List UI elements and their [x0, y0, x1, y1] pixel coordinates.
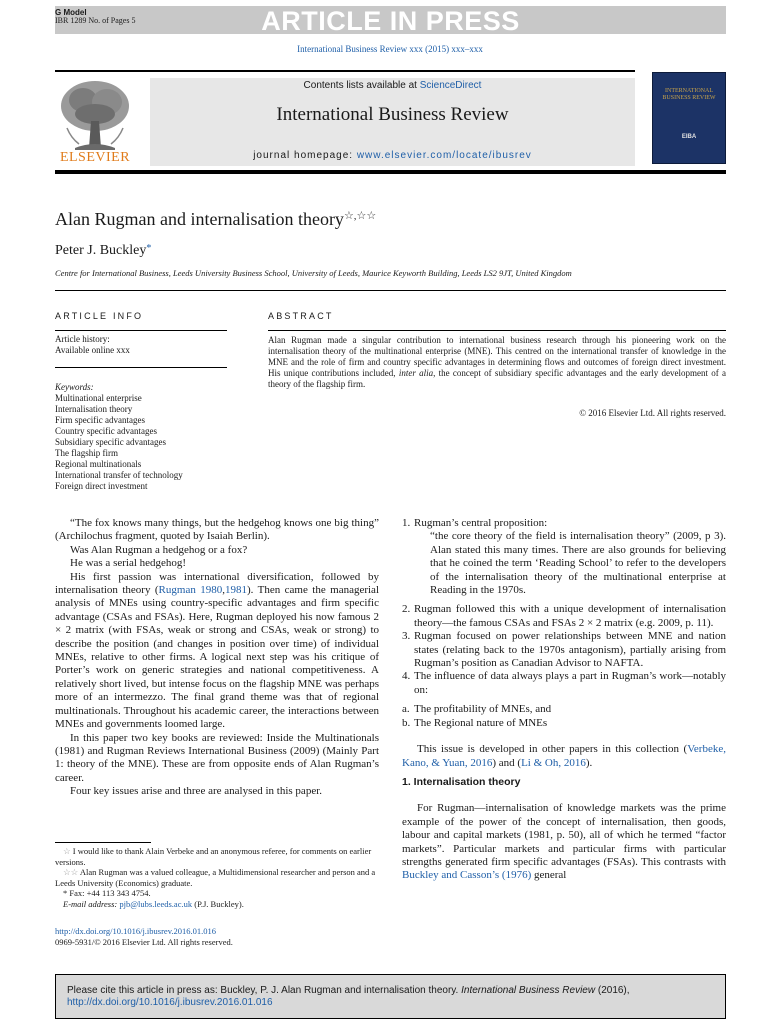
citation-link[interactable]: Li & Oh, 2016 — [521, 756, 586, 769]
footnote — [55, 888, 379, 899]
author-footnote-mark[interactable]: * — [146, 243, 152, 254]
text: His first passion was international diversification, followed by internalisation theory ( — [55, 570, 379, 597]
doi-block — [55, 926, 233, 948]
list-item — [402, 670, 726, 697]
list-text: The influence of data always plays a part in Rugman’s work—notably on: — [414, 670, 726, 696]
text: , — [222, 584, 225, 597]
author — [55, 243, 151, 259]
list-item — [402, 717, 726, 730]
footnote-text: Alan Rugman was a valued colleague, a Multidimensional researcher and person and a Leeds University (Economics) graduate. — [55, 867, 376, 888]
paragraph: In this paper two key books are reviewed: Inside the Multinationals (1981) and Rugman Reviews International Business (2009) (Mainly Part 1: theory of the MNE). These are from opposite ends of Alan Rugman’s career. — [55, 731, 379, 784]
block-quote: “the core theory of the field is internalisation theory” (2009, p 3). Alan stated this many times. There are also grounds for believing that he coined the term ‘Reading School’ to refer to the developers of the internalisation theory of the multinational enterprise at Reading in the 1970s. — [430, 530, 726, 597]
footnote-text: Fax: +44 113 343 4754. — [69, 888, 151, 899]
contents-prefix: Contents lists available at — [303, 80, 417, 91]
keywords-list — [55, 382, 183, 492]
cite-doi-link[interactable]: http://dx.doi.org/10.1016/j.ibusrev.2016.01.016 — [67, 997, 273, 1009]
sciencedirect-link[interactable]: ScienceDirect — [419, 80, 482, 91]
history-label: Article history: — [55, 334, 110, 344]
list-number: 2. — [402, 603, 411, 616]
homepage-label: journal homepage: — [253, 150, 354, 161]
author-affiliation: Centre for International Business, Leeds University Business School, University of Leeds, Maurice Keyworth Building, Leeds LS2 9JT, United Kingdom — [55, 268, 572, 278]
journal-homepage — [150, 150, 635, 161]
paragraph — [55, 571, 379, 732]
cite-prefix: Please cite this article in press as: Buckley, P. J. Alan Rugman and internalisation theory. — [67, 985, 459, 996]
citation-link[interactable]: Verbeke, Kano, & Yuan, 2016 — [402, 743, 726, 769]
journal-cover-image — [652, 72, 726, 164]
email-link[interactable]: pjb@lubs.leeds.ac.uk — [119, 898, 193, 909]
paragraph: Four key issues arise and three are analysed in this paper. — [70, 785, 323, 798]
footnote — [55, 867, 379, 888]
footnote — [55, 846, 379, 867]
citation-link[interactable]: Rugman 1980 — [158, 584, 223, 597]
history-rule — [55, 367, 227, 368]
cite-journal: International Business Review — [461, 985, 596, 996]
article-info-heading: ARTICLE INFO — [55, 311, 144, 321]
journal-name: International Business Review — [276, 104, 509, 125]
footnotes — [55, 846, 379, 910]
author-name: Peter J. Buckley — [55, 243, 147, 258]
history-value: Available online xxx — [55, 345, 130, 355]
abstract-italic: inter alia — [398, 368, 434, 378]
text: ) and ( — [492, 756, 522, 769]
list-item — [402, 603, 726, 630]
footnote-mark: ☆☆ — [63, 867, 79, 878]
elsevier-wordmark: ELSEVIER — [59, 150, 131, 165]
keywords-label: Keywords: — [55, 382, 94, 392]
list-item — [402, 703, 726, 716]
header-top-rule — [55, 70, 635, 72]
list-text: The Regional nature of MNEs — [414, 716, 548, 729]
article-title — [55, 209, 376, 230]
keyword: International transfer of technology — [55, 470, 183, 480]
footnote-mark: * — [63, 888, 68, 899]
citation-link[interactable]: 1981 — [225, 584, 247, 597]
keyword: Multinational enterprise — [55, 393, 142, 403]
list-item — [402, 630, 726, 670]
article-history — [55, 334, 130, 356]
abstract-rule — [268, 330, 726, 331]
text: general — [533, 869, 567, 882]
list-item — [402, 517, 726, 530]
title-footnote-marks[interactable]: ☆,☆☆ — [343, 210, 377, 222]
article-info-rule — [55, 330, 227, 331]
list-number: 4. — [402, 670, 411, 683]
cite-this-article-text — [67, 985, 717, 1009]
list-number: a. — [402, 703, 410, 716]
ibr-reference: IBR 1289 No. of Pages 5 — [55, 16, 136, 25]
cover-title: INTERNATIONAL BUSINESS REVIEW — [662, 88, 716, 101]
body-right-column — [402, 517, 726, 883]
abstract-heading: ABSTRACT — [268, 311, 334, 321]
keyword: Regional multinationals — [55, 459, 142, 469]
epigraph: “The fox knows many things, but the hedgehog knows one big thing” (Archilochus fragment, quoted by Isaiah Berlin). — [55, 517, 379, 543]
text: ). — [585, 756, 593, 769]
keyword: Subsidiary specific advantages — [55, 437, 166, 447]
list-number: 3. — [402, 630, 411, 643]
footnote-rule — [55, 842, 151, 843]
paragraph: He was a serial hedgehog! — [70, 557, 187, 570]
list-text: Rugman focused on power relationships between MNE and nation states (relating back to the 1970s antagonism), partially arising from Rugman’s position as Canadian Advisor to NAFTA. — [414, 630, 726, 670]
journal-citation-link[interactable]: International Business Review xxx (2015) xxx–xxx — [297, 44, 483, 54]
abstract-part: Alan Rugman made a singular contribution to international business research through his pioneering work on the internalisation theory of the multinational enterprise (MNE). This centred on the international transfer of knowledge in the MNE and the role of firm and country specific advantages in determining flows and outcomes of foreign direct investment. His unique contributions included, — [268, 335, 726, 378]
header-bottom-rule — [55, 170, 726, 174]
abstract-part: , the concept of subsidiary specific advantages and the early development of a theory of the flagship firm. — [268, 368, 727, 389]
list-text: Rugman’s central proposition: — [414, 517, 548, 529]
g-model-label: G Model — [55, 8, 87, 17]
text: For Rugman—internalisation of knowledge markets was the prime example of the power of the concept of internalisation, then goods, labour and capital markets (1981, p. 50), all of which he termed “factor markets”. Particular markets and particular firms with particular strengths generated firm specific advantages (FSAs). This contrasts with — [402, 802, 726, 868]
article-in-press-title: ARTICLE IN PRESS — [261, 6, 520, 36]
section-heading: 1. Internalisation theory — [402, 775, 521, 788]
paragraph: Was Alan Rugman a hedgehog or a fox? — [70, 543, 248, 556]
keyword: Foreign direct investment — [55, 481, 148, 491]
footnote — [55, 899, 379, 910]
paragraph — [402, 802, 726, 882]
footnote-text: I would like to thank Alain Verbeke and an anonymous referee, for comments on earlier versions. — [55, 846, 372, 867]
doi-link[interactable]: http://dx.doi.org/10.1016/j.ibusrev.2016.01.016 — [55, 926, 217, 936]
text: ). Then came the managerial analysis of MNEs using country-specific advantages and firm specific advantage (CSAs and FSAs). Here, Rugman deployed his now famous 2 × 2 matrix (with FSAs, weak or strong and CSAs, weak or strong) to describe the position (and changes in position over time) of individual MNEs, relative to other firms. A logical next step was his critique of Porter’s work on generic strategies and national competitiveness. A relatively short lived, but intense focus on the flagship MNE was perhaps more of an intermezzo. The final grand theme was that of regional multinationals. Throughout his academic career, the interactions between MNEs and governments loomed large. — [55, 584, 379, 731]
contents-line — [150, 80, 635, 91]
abstract-copyright: © 2016 Elsevier Ltd. All rights reserved. — [579, 408, 726, 418]
issn-line: 0969-5931/© 2016 Elsevier Ltd. All rights reserved. — [55, 937, 233, 947]
email-owner: (P.J. Buckley). — [194, 898, 244, 909]
paragraph — [402, 743, 726, 770]
keyword: Firm specific advantages — [55, 415, 145, 425]
list-number: 1. — [402, 517, 411, 529]
keyword: The flagship firm — [55, 448, 118, 458]
citation-link[interactable]: Buckley and Casson’s (1976) — [402, 869, 532, 882]
list-text: Rugman followed this with a unique development of internalisation theory—the famous CSAs and FSAs 2 × 2 matrix (e.g. 2009, p. 11). — [414, 603, 726, 629]
cover-org: EIBA — [681, 134, 697, 140]
footnote-mark: ☆ — [63, 846, 71, 856]
cite-year: (2016), — [597, 985, 630, 996]
email-label: E-mail address: — [63, 898, 118, 909]
keyword: Country specific advantages — [55, 426, 157, 436]
keyword: Internalisation theory — [55, 404, 133, 414]
article-title-text: Alan Rugman and internalisation theory — [55, 209, 344, 229]
homepage-link[interactable]: www.elsevier.com/locate/ibusrev — [356, 150, 532, 161]
list-text: The profitability of MNEs, and — [414, 703, 552, 716]
affiliation-rule — [55, 290, 726, 291]
body-left-column — [55, 517, 379, 799]
text: This issue is developed in other papers in this collection ( — [417, 743, 688, 756]
list-number: b. — [402, 716, 411, 729]
abstract-text — [268, 335, 726, 390]
